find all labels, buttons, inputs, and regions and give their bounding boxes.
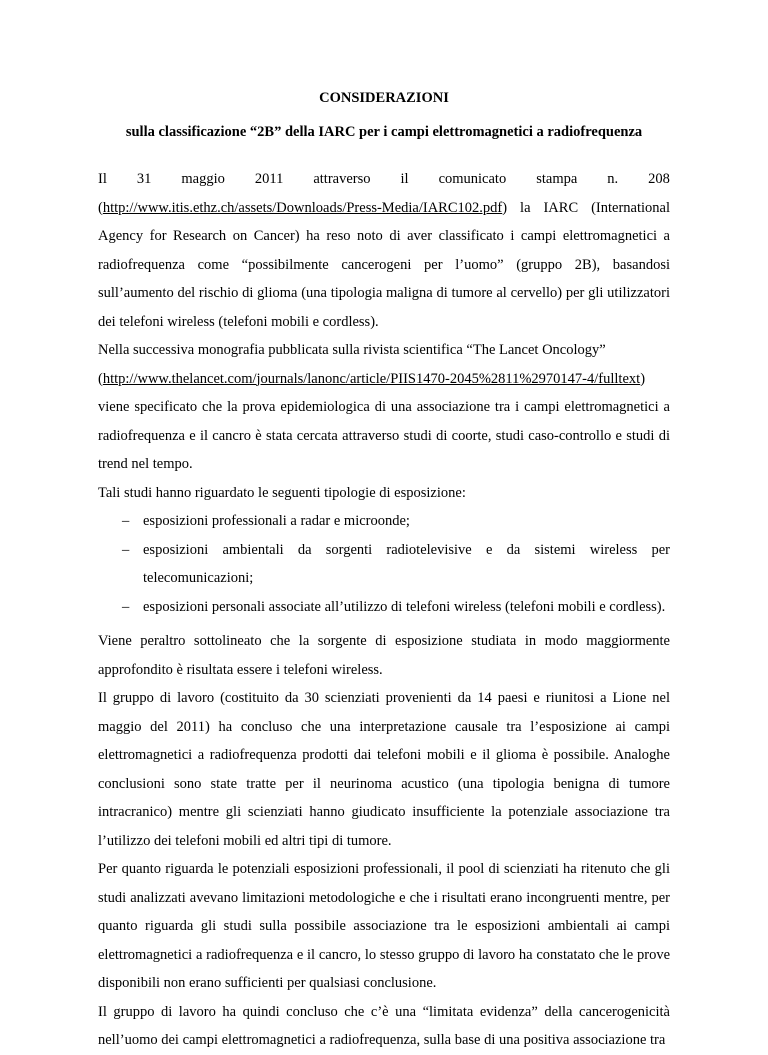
document-title: CONSIDERAZIONI [319, 90, 449, 106]
list-item: – esposizioni professionali a radar e microonde; [98, 507, 670, 536]
word: 31 [136, 171, 152, 187]
paragraph-7: Il gruppo di lavoro ha quindi concluso che c’è una “limitata evidenza” della cancerogenicità nell’uomo dei campi elettromagnetici a radiofrequenza, sulla base di una positiva associazione tra [98, 1003, 670, 1048]
paragraph-1-body: (http://www.itis.ethz.ch/assets/Downloads/Press-Media/IARC102.pdf) la IARC (International Agency for Research on Cancer) ha reso noto di aver classificato i campi elettromagnetici a radiofrequenza come “possibilmente cancerogeni per l’uomo” (gruppo 2B), basandosi sull’aumento del rischio di glioma (una tipologia maligna di tumore al cervello) per gli utilizzatori dei telefoni wireless (telefoni mobili e cordless). [98, 199, 670, 330]
word: n. [607, 171, 619, 187]
word: 208 [648, 171, 670, 187]
document-page [98, 84, 670, 1055]
dash-bullet: – [122, 513, 130, 529]
iarc-press-release-link[interactable]: http://www.itis.ethz.ch/assets/Downloads/Press-Media/IARC102.pdf [102, 199, 503, 216]
dash-bullet: – [122, 541, 130, 558]
paragraph-5: Il gruppo di lavoro (costituito da 30 scienziati provenienti da 14 paesi e riunitosi a Lione nel maggio del 2011) ha concluso che una interpretazione causale tra l’esposizione ai campi elettromagnetici a radiofrequenza prodotti dai telefoni mobili e il glioma è possibile. Analoghe conclusioni sono state tratte per il neurinoma acustico (una tipologia benigna di tumore intracranico) mentre gli scienziati hanno giudicato insufficiente la potenziale associazione tra l’utilizzo dei telefoni mobili ed altri tipi di tumore. [98, 690, 670, 849]
word: stampa [536, 171, 578, 187]
exposure-list [98, 507, 670, 621]
paragraph-2: Nella successiva monografia pubblicata sulla rivista scientifica “The Lancet Oncology” (http://www.thelancet.com/journals/lanonc/article/PIIS1470-2045%2811%2970147-4/fulltext) viene specificato che la prova epidemiologica di una associazione tra i campi elettromagnetici a radiofrequenza e il cancro è stata cercata attraverso studi di coorte, studi caso-controllo e studi di trend nel tempo. [98, 342, 670, 472]
word: Il [98, 171, 107, 187]
paragraph-6: Per quanto riguarda le potenziali esposizioni professionali, il pool di scienziati ha ritenuto che gli studi analizzati avevano limitazioni metodologiche e che i risultati erano incongruenti mentre, per quanto riguarda gli studi sulla possibile associazione tra le esposizioni ambientali ai campi elettromagnetici a radiofrequenza e il cancro, lo stesso gruppo di lavoro ha constatato che le prove disponibili non erano sufficienti per qualsiasi conclusione. [98, 861, 670, 991]
word: attraverso [313, 171, 371, 187]
paragraph-2-text: viene specificato che la prova epidemiologica di una associazione tra i campi elettromagnetici a radiofrequenza e il cancro è stata cercata attraverso studi di coorte, studi caso-controllo e studi di trend nel tempo. [98, 399, 670, 472]
paragraph-2-intro: Nella successiva monografia pubblicata sulla rivista scientifica “The Lancet Oncology” [98, 342, 606, 358]
word: 2011 [254, 171, 284, 187]
document-subtitle: sulla classificazione “2B” della IARC per i campi elettromagnetici a radiofrequenza [125, 124, 643, 140]
paragraph-1 [98, 165, 670, 336]
word: il [400, 171, 409, 187]
list-item: – esposizioni personali associate all’utilizzo di telefoni wireless (telefoni mobili e cordless). [98, 593, 670, 622]
paragraph-3: Tali studi hanno riguardato le seguenti tipologie di esposizione: [98, 484, 466, 501]
paragraph-4: Viene peraltro sottolineato che la sorgente di esposizione studiata in modo maggiormente approfondito è risultata essere i telefoni wireless. [98, 633, 670, 678]
word: maggio [181, 171, 225, 187]
dash-bullet: – [122, 598, 130, 615]
word: comunicato [438, 171, 507, 187]
paragraph-1-text: la IARC (International Agency for Research on Cancer) ha reso noto di aver classificato i campi elettromagnetici a radiofrequenza come “possibilmente cancerogeni per l’uomo” (gruppo 2B), basandosi sull’aumento del rischio di glioma (una tipologia maligna di tumore al cervello) per gli utilizzatori dei telefoni wireless (telefoni mobili e cordless). [98, 199, 670, 330]
list-item: – esposizioni ambientali da sorgenti radiotelevisive e da sistemi wireless per telecomunicazioni; [98, 536, 670, 593]
lancet-oncology-link[interactable]: http://www.thelancet.com/journals/lanonc/article/PIIS1470-2045%2811%2970147-4/fulltext [102, 370, 641, 387]
paragraph-1-first-line [98, 165, 670, 194]
